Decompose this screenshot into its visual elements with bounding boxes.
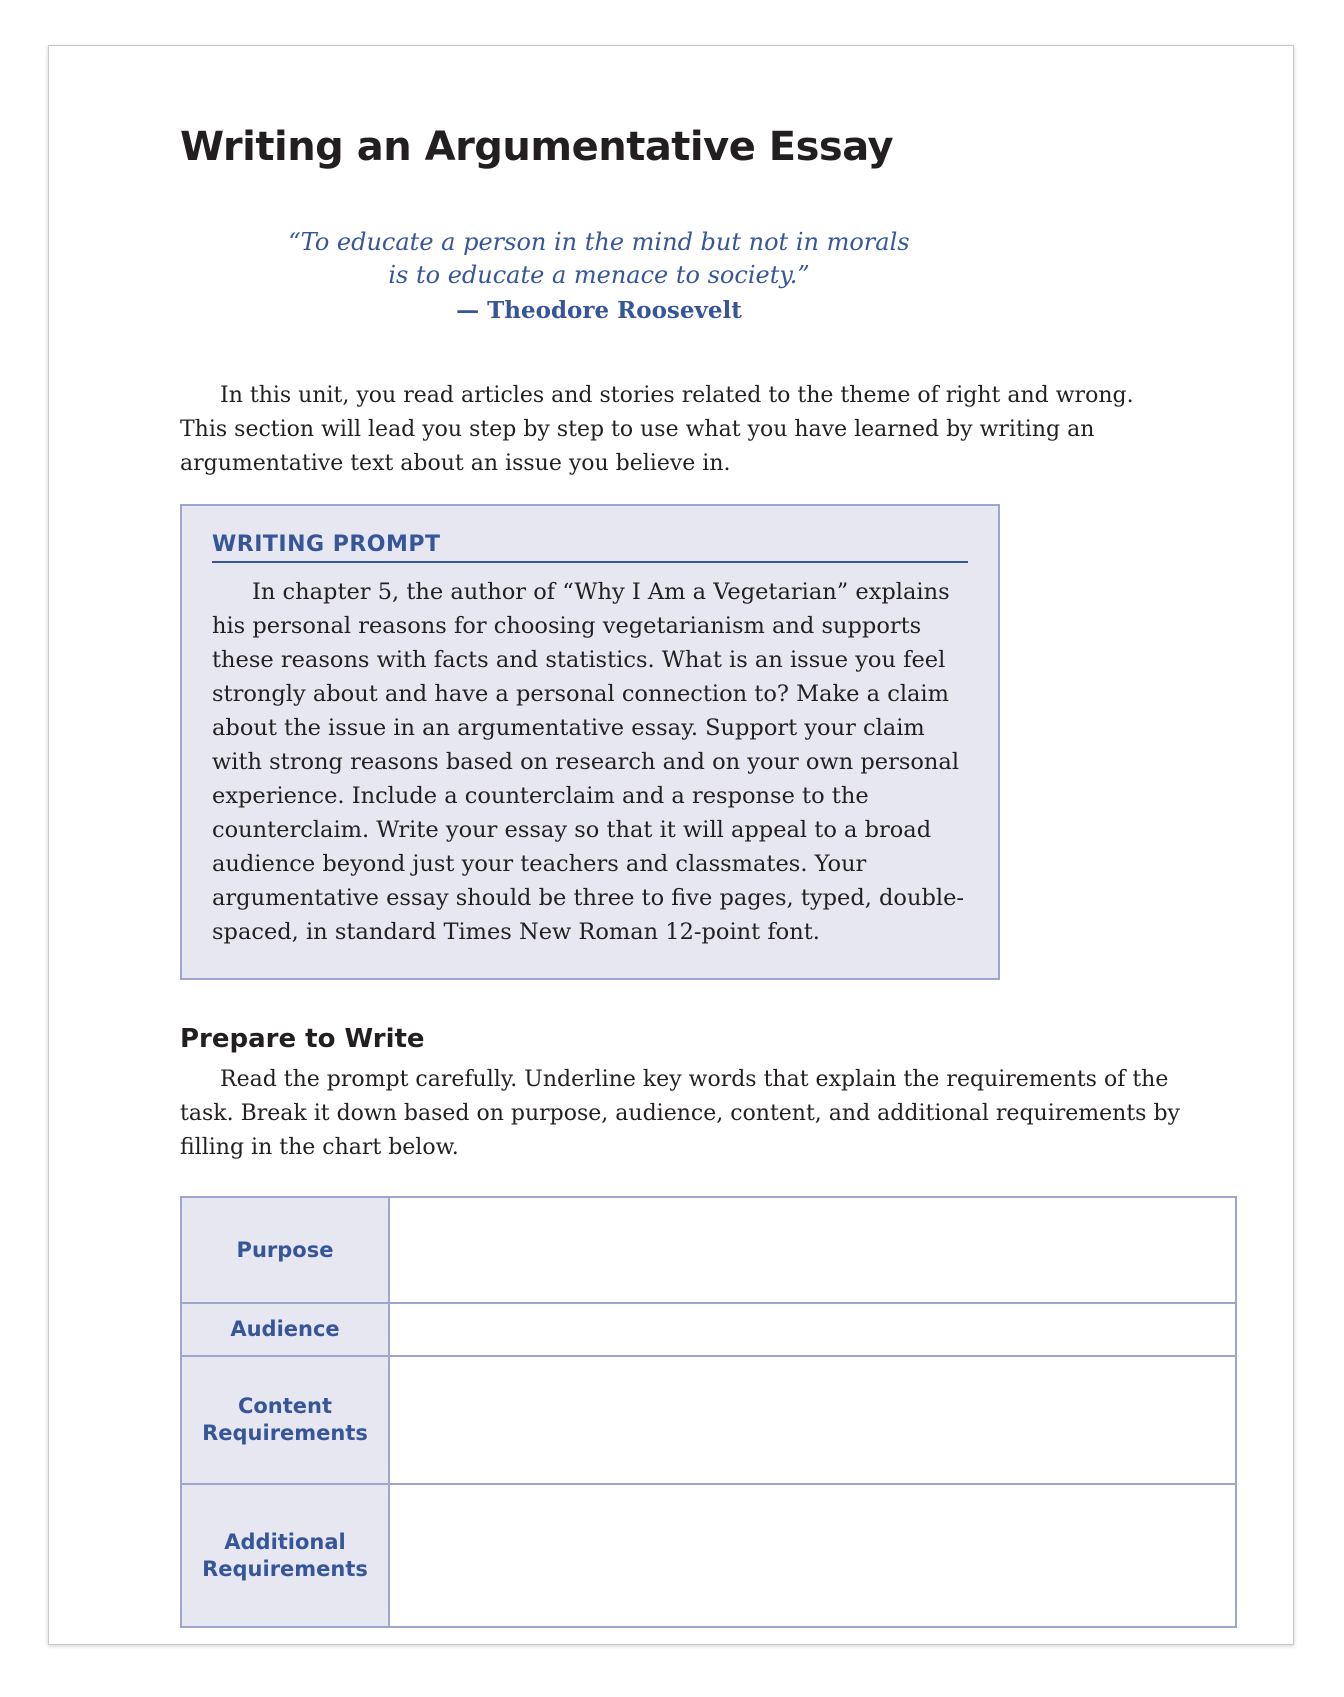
prepare-heading: Prepare to Write	[180, 1024, 425, 1054]
chart-label-additional-requirements: Additional Requirements	[181, 1484, 389, 1627]
epigraph-attribution: — Theodore Roosevelt	[456, 297, 742, 324]
page-title: Writing an Argumentative Essay	[180, 124, 894, 170]
chart-row-audience	[181, 1303, 1236, 1356]
prepare-paragraph: Read the prompt carefully. Underline key words that explain the requirements of the task. Break it down based on purpose, audience, content, and additional requirements by filling in the chart below.	[180, 1067, 1180, 1160]
epigraph-quote: “To educate a person in the mind but not in morals is to educate a menace to society.”	[288, 228, 910, 289]
intro-paragraph: In this unit, you read articles and stories related to the theme of right and wrong. This section will lead you step by step to use what you have learned by writing an argumentative text about an issue you believe in.	[180, 383, 1134, 476]
chart-label-purpose: Purpose	[181, 1197, 389, 1303]
chart-answer-content-requirements[interactable]	[389, 1356, 1236, 1484]
chart-row-additional-requirements	[181, 1484, 1236, 1627]
chart-answer-purpose[interactable]	[389, 1197, 1236, 1303]
epigraph	[279, 226, 919, 327]
document-page	[48, 45, 1294, 1645]
writing-prompt-box	[180, 504, 1000, 980]
writing-prompt-heading: WRITING PROMPT	[212, 532, 968, 563]
requirements-chart	[180, 1196, 1237, 1628]
chart-label-content-requirements: Content Requirements	[181, 1356, 389, 1484]
chart-answer-additional-requirements[interactable]	[389, 1484, 1236, 1627]
chart-answer-audience[interactable]	[389, 1303, 1236, 1356]
chart-row-content-requirements	[181, 1356, 1236, 1484]
chart-row-purpose	[181, 1197, 1236, 1303]
chart-label-audience: Audience	[181, 1303, 389, 1356]
writing-prompt-body: In chapter 5, the author of “Why I Am a Vegetarian” explains his personal reasons for choosing vegetarianism and supports these reasons with facts and statistics. What is an issue you feel strongly about and have a personal connection to? Make a claim about the issue in an argumentative essay. Support your claim with strong reasons based on research and on your own personal experience. Include a counterclaim and a response to the counterclaim. Write your essay so that it will appeal to a broad audience beyond just your teachers and classmates. Your argumentative essay should be three to five pages, typed, double-spaced, in standard Times New Roman 12-point font.	[212, 579, 964, 945]
